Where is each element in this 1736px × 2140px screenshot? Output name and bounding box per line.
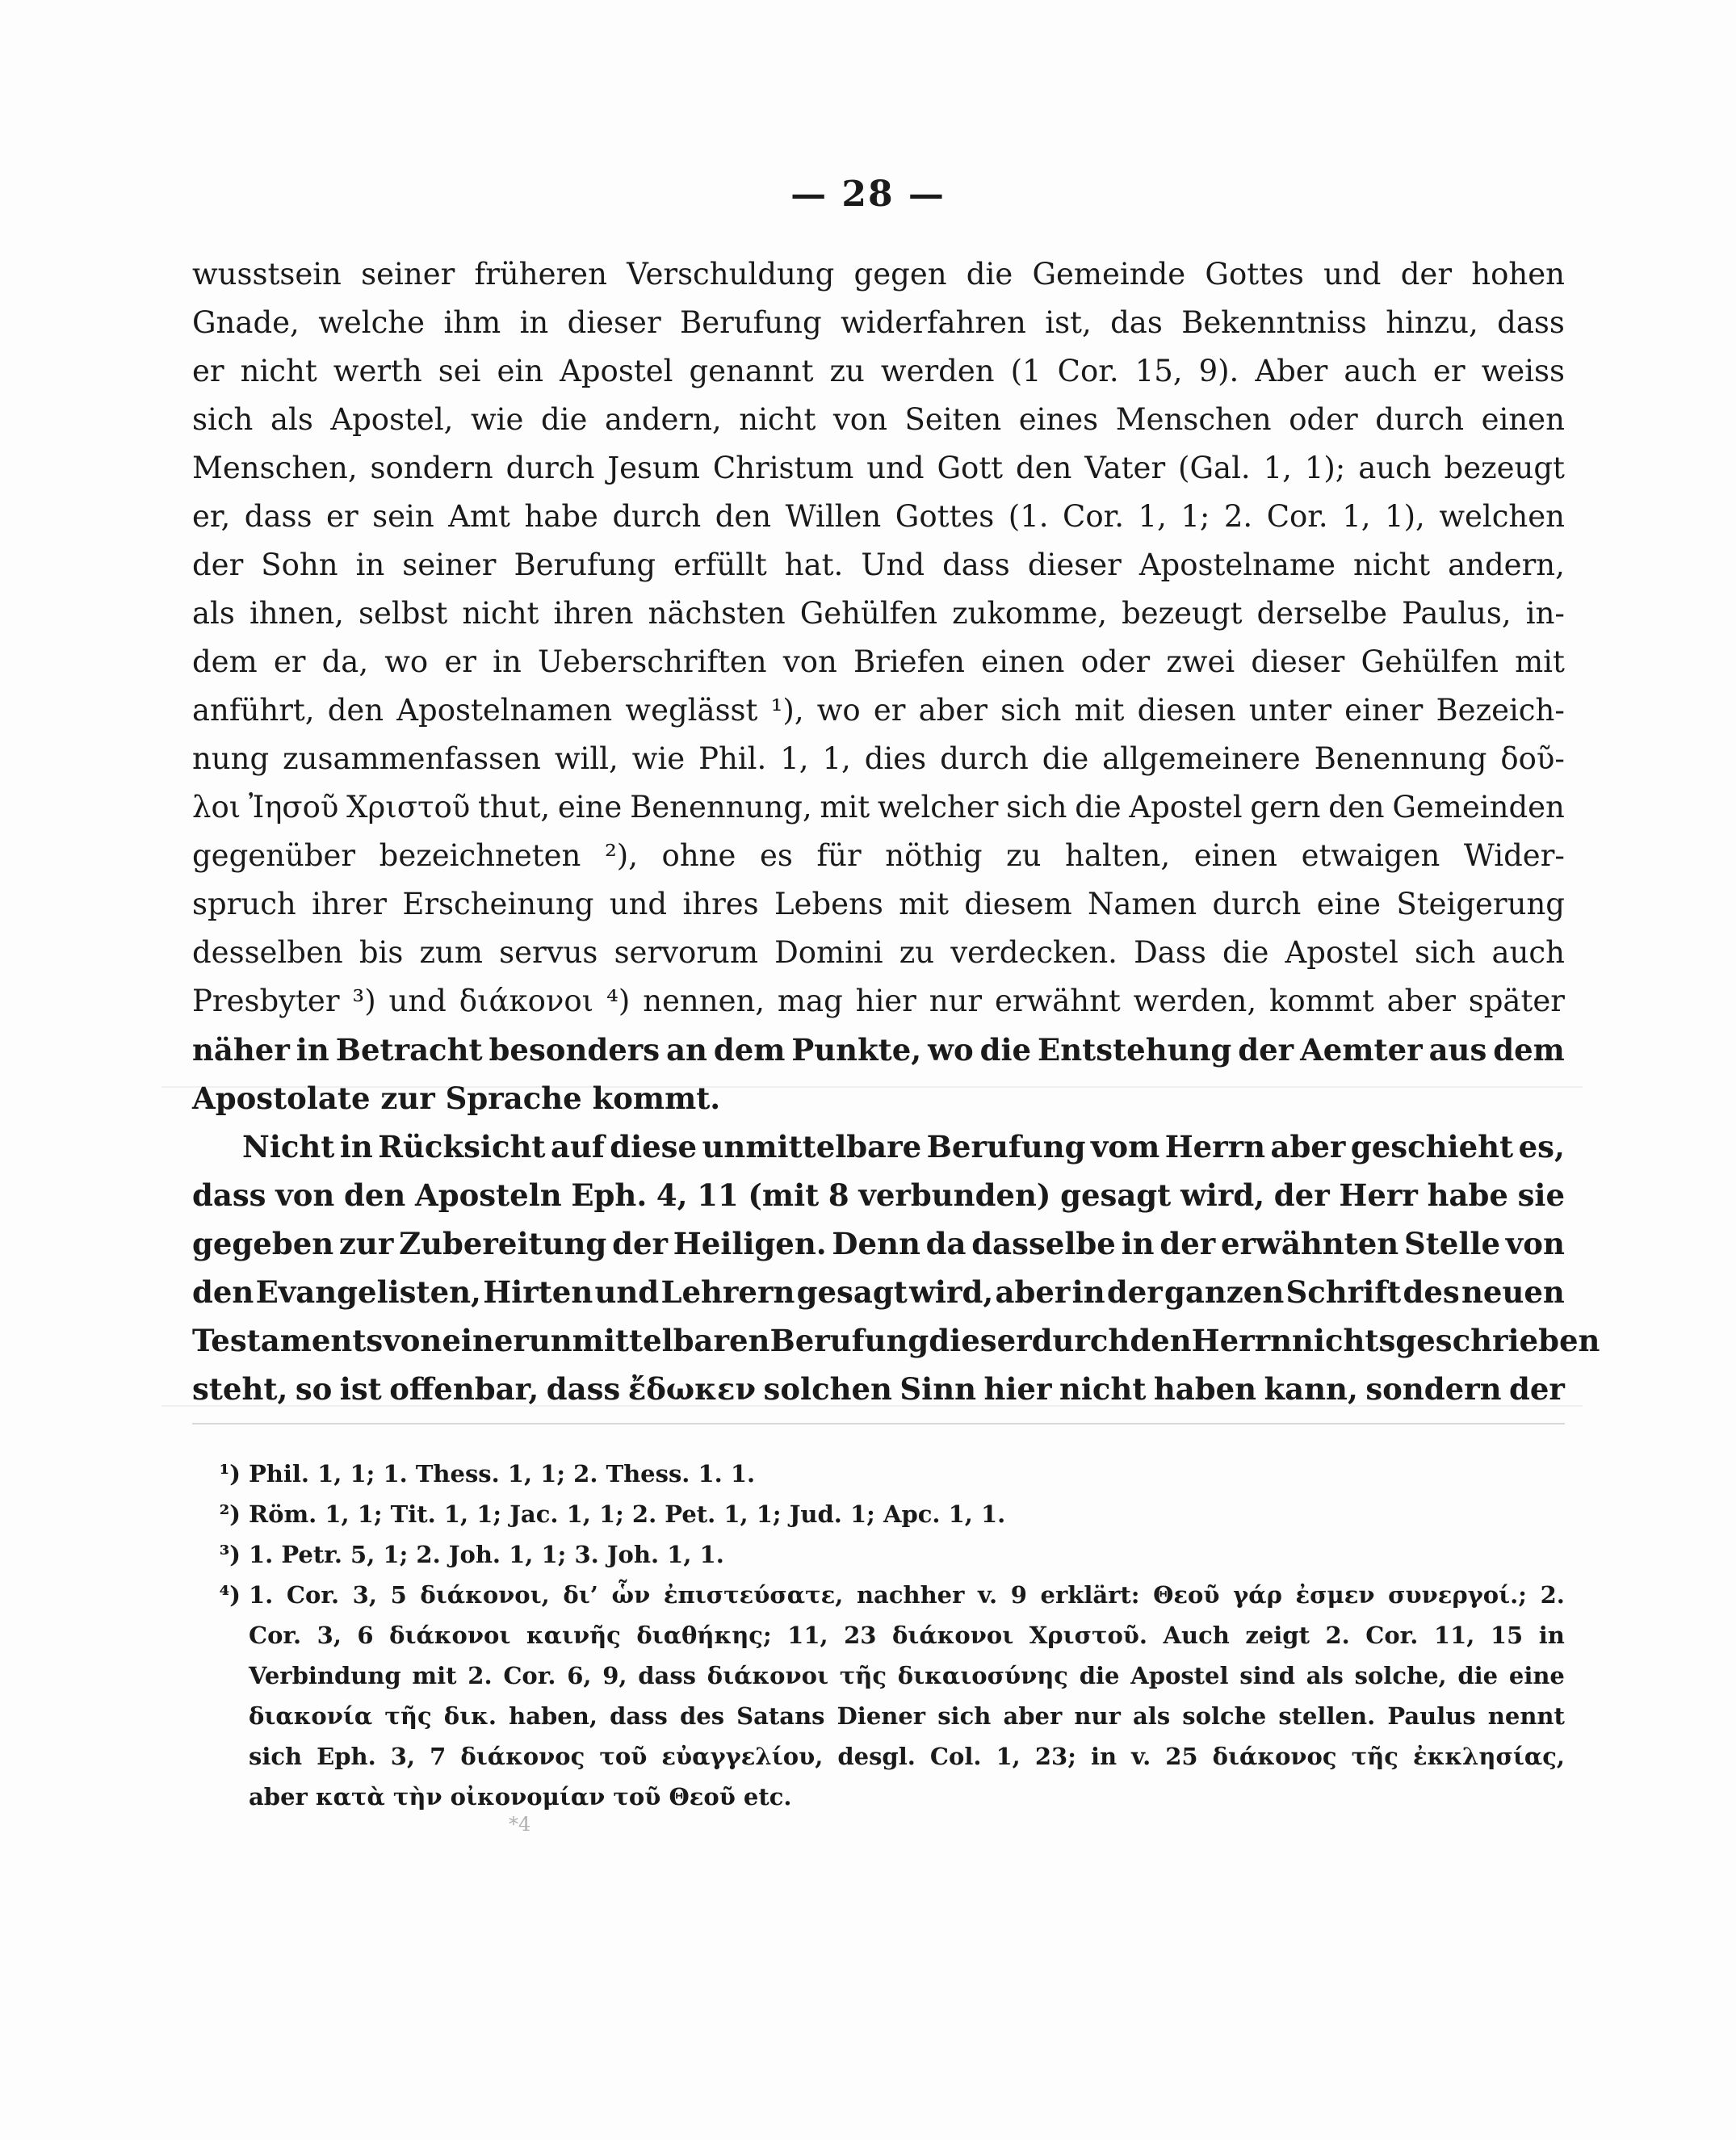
text-line: Nicht in Rücksicht auf diese unmittelbare Berufung vom Herrn aber geschieht es, — [242, 1129, 1565, 1164]
text-line: dem er da, wo er in Ueberschriften von Briefen einen oder zwei dieser Gehülfen mit — [192, 644, 1565, 679]
text-line: nung zusammenfassen will, wie Phil. 1, 1, dies durch die allgemeinere Benennung δοῦ- — [192, 741, 1565, 776]
footnote-marker: ³) — [219, 1541, 241, 1568]
footnote-marker: ¹) — [219, 1460, 241, 1488]
footnote-line — [192, 1454, 1565, 1494]
footnote-line: Verbindung mit 2. Cor. 6, 9, dass διάκονοι τῆς δικαιοσύνης die Apostel sind als solche, die eine — [249, 1662, 1565, 1689]
text-line: gegenüber bezeichneten ²), ohne es für nöthig zu halten, einen etwaigen Wider- — [192, 838, 1565, 873]
footnote-line: sich Eph. 3, 7 διάκονος τοῦ εὐαγγελίου, desgl. Col. 1, 23; in v. 25 διάκονος τῆς ἐκκλησίας, — [249, 1743, 1565, 1770]
footnote-text: Phil. 1, 1; 1. Thess. 1, 1; 2. Thess. 1. 1. — [249, 1460, 756, 1488]
signature-mark: *4 — [509, 1813, 531, 1836]
footnote-line: Cor. 3, 6 διάκονοι καινῆς διαθήκης; 11, 23 διάκονοι Χριστοῦ. Auch zeigt 2. Cor. 11, 15 in — [249, 1622, 1565, 1649]
text-line: dass von den Aposteln Eph. 4, 11 (mit 8 verbunden) gesagt wird, der Herr habe sie — [192, 1177, 1565, 1213]
page-number: — 28 — — [790, 174, 946, 215]
text-line: anführt, den Apostelnamen weglässt ¹), wo er aber sich mit diesen unter einer Bezeich- — [192, 693, 1565, 728]
text-line: der Sohn in seiner Berufung erfüllt hat. Und dass dieser Apostelname nicht andern, — [192, 548, 1565, 582]
text-line: sich als Apostel, wie die andern, nicht von Seiten eines Menschen oder durch einen — [192, 402, 1565, 437]
footnote-text: 1. Petr. 5, 1; 2. Joh. 1, 1; 3. Joh. 1, 1. — [249, 1541, 724, 1568]
footnote-marker: ²) — [219, 1500, 241, 1528]
line-text: Apostolate zur Sprache kommt. — [192, 1080, 721, 1116]
text-line: spruch ihrer Erscheinung und ihres Lebens mit diesem Namen durch eine Steigerung — [192, 887, 1565, 921]
footnote-line — [192, 1534, 1565, 1575]
text-line: er, dass er sein Amt habe durch den Willen Gottes (1. Cor. 1, 1; 2. Cor. 1, 1), welchen — [192, 499, 1565, 534]
text-line: gegeben zur Zubereitung der Heiligen. Denn da dasselbe in der erwähnten Stelle von — [192, 1226, 1565, 1261]
text-line: näher in Betracht besonders an dem Punkte, wo die Entstehung der Aemter aus dem — [192, 1032, 1565, 1068]
text-line: wusstsein seiner früheren Verschuldung gegen die Gemeinde Gottes und der hohen — [192, 257, 1565, 292]
footnote-text: aber κατὰ τὴν οἰκονομίαν τοῦ Θεοῦ etc. — [249, 1783, 792, 1811]
footnote-separator — [192, 1423, 1565, 1425]
text-line: den Evangelisten, Hirten und Lehrern gesagt wird, aber in der ganzen Schrift des neuen — [192, 1274, 1565, 1310]
text-line: Testaments von einer unmittelbaren Berufung dieser durch den Herrn nichts geschrieben — [192, 1323, 1600, 1358]
text-line: Gnade, welche ihm in dieser Berufung widerfahren ist, das Bekenntniss hinzu, dass — [192, 305, 1565, 340]
footnote-text: Röm. 1, 1; Tit. 1, 1; Jac. 1, 1; 2. Pet. 1, 1; Jud. 1; Apc. 1, 1. — [249, 1500, 1006, 1528]
footnote-marker: ⁴) — [219, 1581, 241, 1609]
text-line: Menschen, sondern durch Jesum Christum und Gott den Vater (Gal. 1, 1); auch bezeugt — [192, 451, 1565, 485]
footnote-line: ⁴) 1. Cor. 3, 5 διάκονοι, δι’ ὧν ἐπιστεύσατε, nachher v. 9 erklärt: Θεοῦ γάρ ἐσμεν συνεργοί.; 2. — [192, 1575, 1565, 1615]
text-line: Presbyter ³) und διάκονοι ⁴) nennen, mag hier nur erwähnt werden, kommt aber später — [192, 984, 1565, 1018]
text-line: als ihnen, selbst nicht ihren nächsten Gehülfen zukomme, bezeugt derselbe Paulus, in- — [192, 596, 1565, 631]
text-line: desselben bis zum servus servorum Domini zu verdecken. Dass die Apostel sich auch — [192, 935, 1565, 970]
text-line: er nicht werth sei ein Apostel genannt zu werden (1 Cor. 15, 9). Aber auch er weiss — [192, 354, 1565, 388]
footnote-line — [192, 1494, 1565, 1534]
text-line — [192, 1074, 1565, 1122]
footnote-line — [192, 1777, 1565, 1817]
text-line: λοι Ἰησοῦ Χριστοῦ thut, eine Benennung, mit welcher sich die Apostel gern den Gemeinden — [192, 790, 1565, 825]
body-text — [192, 250, 1600, 1413]
text-line: steht, so ist offenbar, dass ἔδωκεν solchen Sinn hier nicht haben kann, sondern der — [192, 1371, 1565, 1407]
footnote-line: διακονία τῆς δικ. haben, dass des Satans Diener sich aber nur als solche stellen. Paulus nennt — [249, 1702, 1565, 1730]
footnotes — [192, 1454, 1565, 1817]
